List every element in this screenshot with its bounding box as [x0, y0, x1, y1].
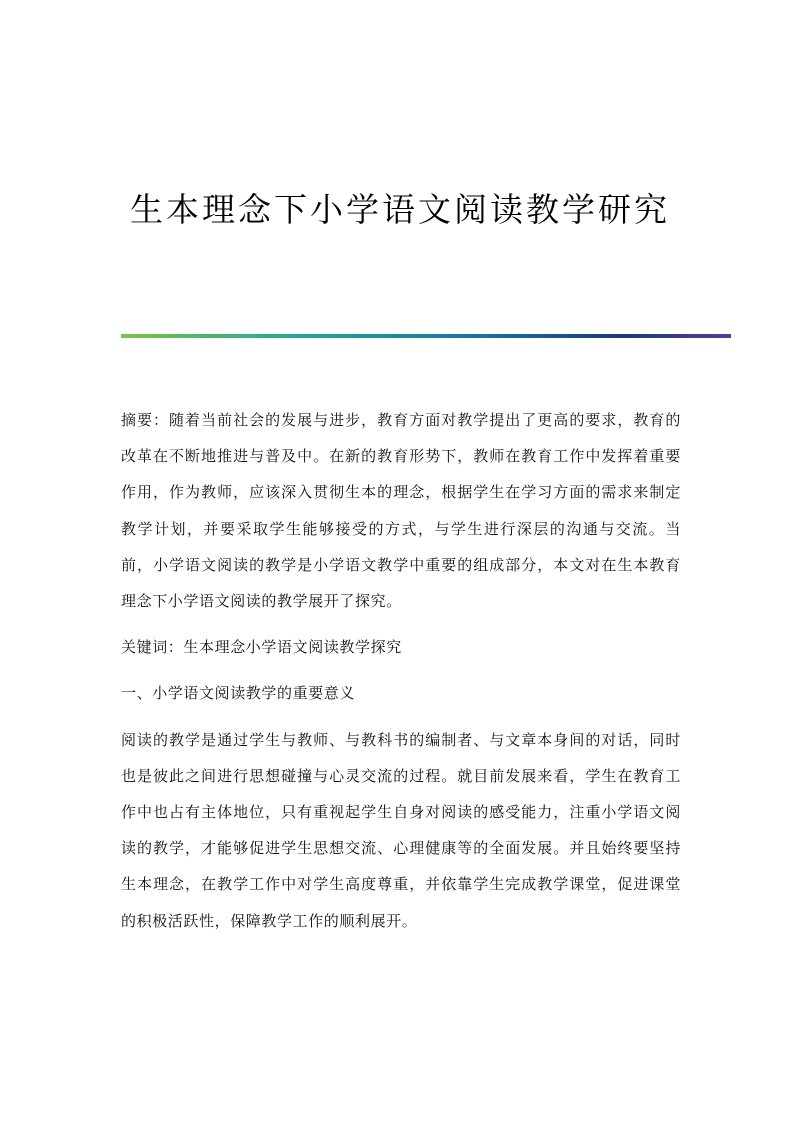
section-heading: 一、小学语文阅读教学的重要意义 — [121, 684, 356, 703]
document-body — [121, 402, 681, 949]
title-divider — [121, 334, 731, 338]
document-title: 生本理念下小学语文阅读教学研究 — [130, 190, 670, 229]
body-paragraph: 阅读的教学是通过学生与教师、与教科书的编制者、与文章本身间的对话，同时也是彼此之间进行思想碰撞与心灵交流的过程。就目前发展来看，学生在教育工作中也占有主体地位，只有重视起学生自身对阅读的感受能力，注重小学语文阅读的教学，才能够促进学生思想交流、心理健康等的全面发展。并且始终要坚持生本理念，在教学工作中对学生高度尊重，并依靠学生完成教学课堂，促进课堂的积极活跃性，保障教学工作的顺利展开。 — [121, 730, 681, 930]
keywords-line: 关键词：生本理念小学语文阅读教学探究 — [121, 638, 402, 657]
abstract-paragraph: 摘要：随着当前社会的发展与进步，教育方面对教学提出了更高的要求，教育的改革在不断地推进与普及中。在新的教育形势下，教师在教育工作中发挥着重要作用，作为教师，应该深入贯彻生本的理念，根据学生在学习方面的需求来制定教学计划，并要采取学生能够接受的方式，与学生进行深层的沟通与交流。当前，小学语文阅读的教学是小学语文教学中重要的组成部分，本文对在生本教育理念下小学语文阅读的教学展开了探究。 — [121, 411, 681, 611]
